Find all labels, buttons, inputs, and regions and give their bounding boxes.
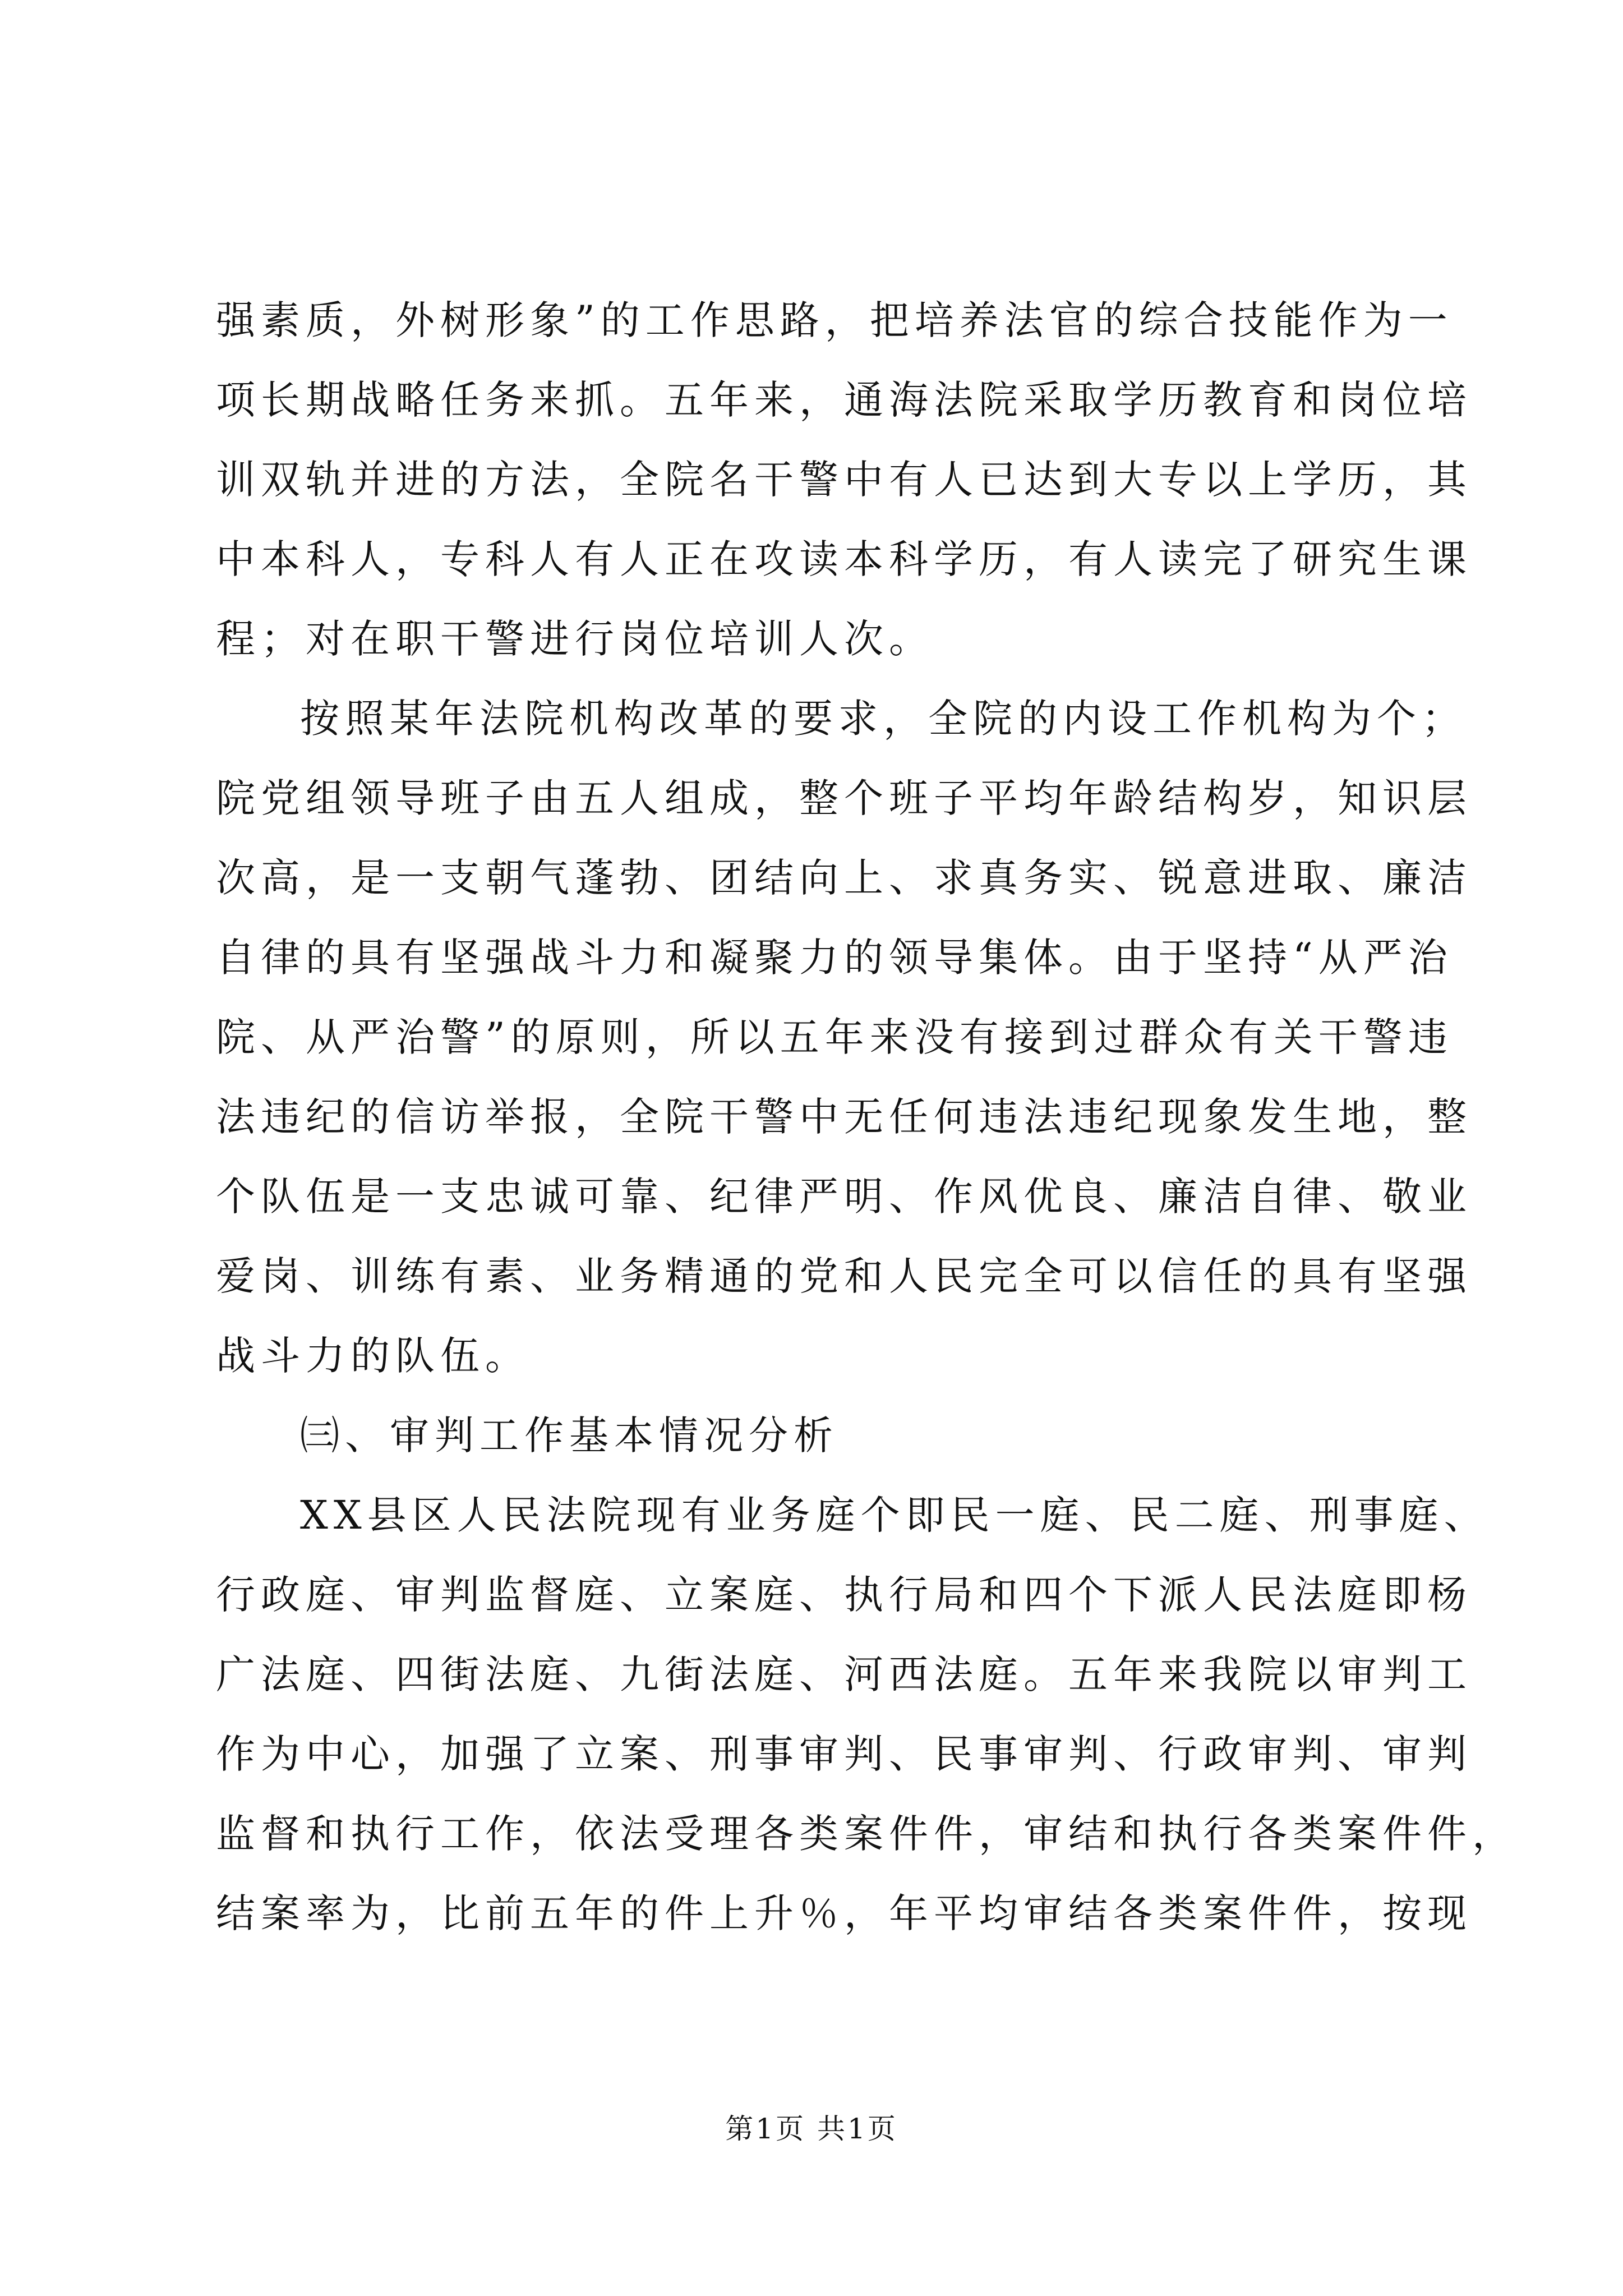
text-line: 次高，是一支朝气蓬勃、团结向上、求真务实、锐意进取、廉洁 (216, 855, 1472, 901)
text-line: 行政庭、审判监督庭、立案庭、执行局和四个下派人民法庭即杨 (216, 1572, 1472, 1618)
page-footer: 第1页 共1页 (725, 2113, 898, 2145)
text-line: 按照某年法院机构改革的要求，全院的内设工作机构为个； (300, 696, 1467, 742)
text-line: 结案率为，比前五年的件上升％，年平均审结各类案件件，按现 (216, 1890, 1472, 1936)
text-line: 院、从严治警”的原则，所以五年来没有接到过群众有关干警违 (216, 1014, 1453, 1060)
text-line: 项长期战略任务来抓。五年来，通海法院采取学历教育和岗位培 (216, 377, 1472, 423)
text-line: 法违纪的信访举报，全院干警中无任何违法违纪现象发生地，整 (216, 1094, 1472, 1140)
text-line: 战斗力的队伍。 (216, 1333, 530, 1379)
text-line: 强素质，外树形象”的工作思路，把培养法官的综合技能作为一 (216, 297, 1453, 343)
section-heading: ㈢、审判工作基本情况分析 (300, 1412, 838, 1458)
text-line: 院党组领导班子由五人组成，整个班子平均年龄结构岁，知识层 (216, 775, 1472, 821)
text-line: 训双轨并进的方法，全院名干警中有人已达到大专以上学历，其 (216, 457, 1472, 503)
text-line: 个队伍是一支忠诚可靠、纪律严明、作风优良、廉洁自律、敬业 (216, 1174, 1472, 1220)
text-line: XX县区人民法院现有业务庭个即民一庭、民二庭、刑事庭、 (300, 1492, 1489, 1538)
text-line: 程；对在职干警进行岗位培训人次。 (216, 616, 934, 662)
text-line: 爱岗、训练有素、业务精通的党和人民完全可以信任的具有坚强 (216, 1253, 1472, 1299)
text-line: 自律的具有坚强战斗力和凝聚力的领导集体。由于坚持“从严治 (216, 935, 1453, 981)
text-line: 作为中心，加强了立案、刑事审判、民事审判、行政审判、审判 (216, 1731, 1472, 1777)
text-line: 监督和执行工作，依法受理各类案件件，审结和执行各类案件件， (216, 1811, 1517, 1857)
text-line: 中本科人，专科人有人正在攻读本科学历，有人读完了研究生课 (216, 536, 1472, 582)
document-body (216, 280, 1517, 1953)
text-line: 广法庭、四街法庭、九街法庭、河西法庭。五年来我院以审判工 (216, 1651, 1472, 1697)
